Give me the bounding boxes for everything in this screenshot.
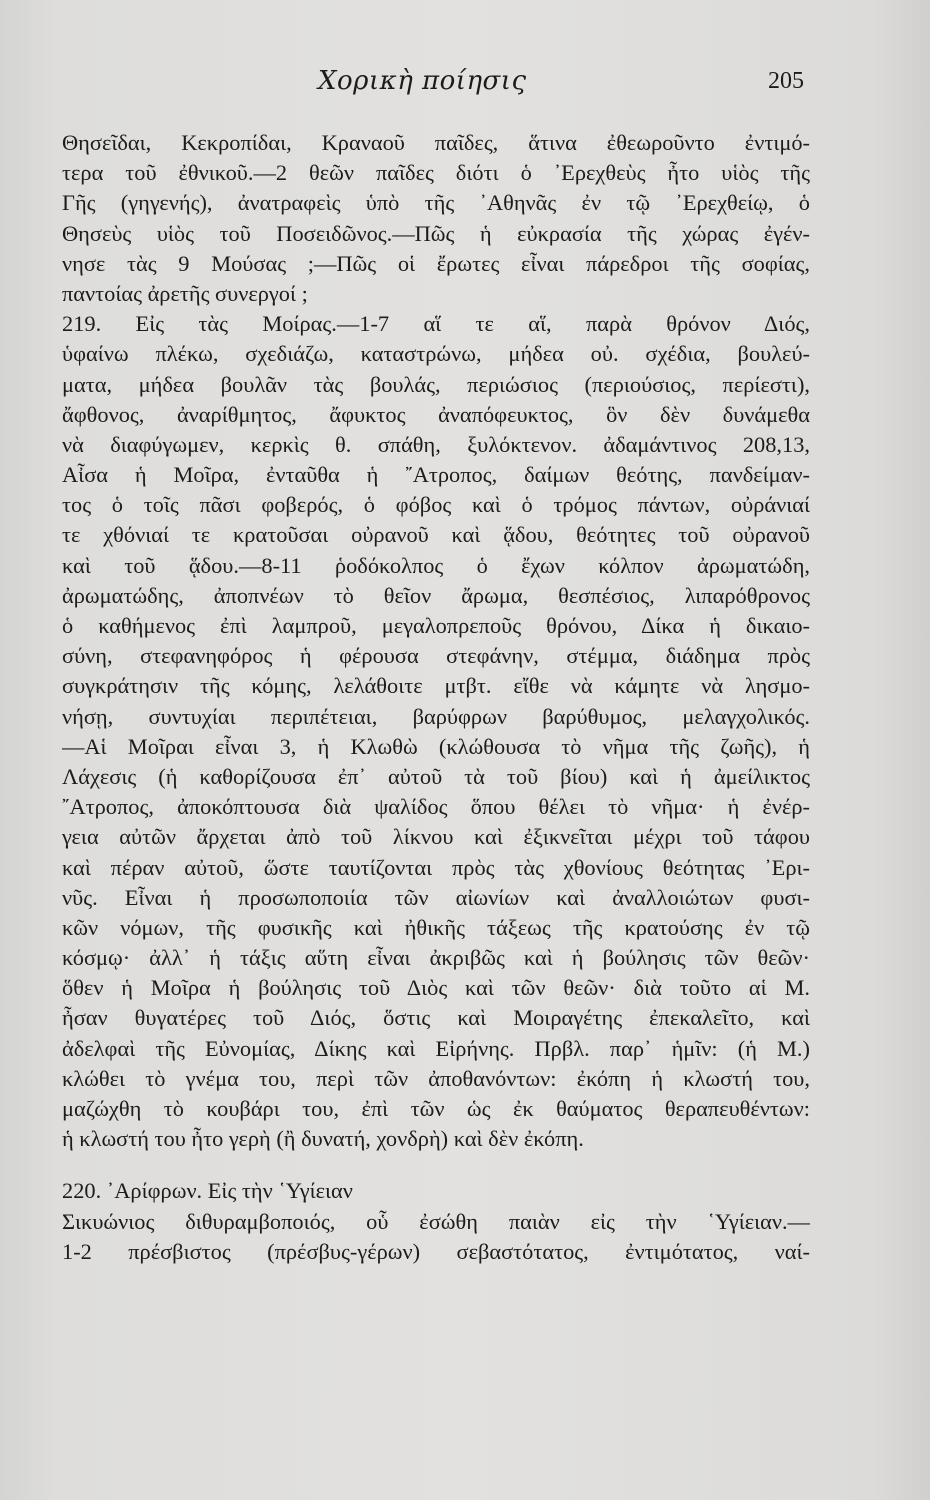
- text-line: καὶ τοῦ ᾅδου.—8-11 ῥοδόκολπος ὁ ἔχων κόλπον ἀρωματώδη,: [62, 552, 810, 578]
- text-line: ἦσαν θυγατέρες τοῦ Διός, ὅστις καὶ Μοιραγέτης ἐπεκαλεῖτο, καὶ: [62, 1005, 810, 1031]
- text-line: νήσῃ, συντυχίαι περιπέτειαι, βαρύφρων βαρύθυμος, μελαγχολικός.: [62, 703, 810, 729]
- text-line: κόσμῳ· ἀλλ᾿ ἡ τάξις αὕτη εἶναι ἀκριβῶς καὶ ἡ βούλησις τῶν θεῶν·: [62, 945, 810, 971]
- running-title: Χορικὴ ποίησις: [318, 66, 527, 96]
- text-line: ἀρωματώδης, ἀποπνέων τὸ θεῖον ἄρωμα, θεσπέσιος, λιπαρόθρονος: [62, 582, 810, 608]
- entry-heading-220: 220. ᾿Αρίφρων. Εἰς τὴν ῾Υγίειαν: [62, 1178, 353, 1204]
- text-line: Λάχεσις (ἡ καθορίζουσα ἐπ᾿ αὐτοῦ τὰ τοῦ βίου) καὶ ἡ ἀμείλικτος: [62, 763, 810, 789]
- text-line: τε χθόνιαί τε κρατοῦσαι οὐρανοῦ καὶ ᾅδου, θεότητες τοῦ οὐρανοῦ: [62, 522, 810, 548]
- text-line: Σικυώνιος διθυραμβοποιός, οὗ ἐσώθη παιὰν εἰς τὴν ῾Υγίειαν.—: [62, 1208, 810, 1234]
- text-line: γεια αὐτῶν ἄρχεται ἀπὸ τοῦ λίκνου καὶ ἐξικνεῖται μέχρι τοῦ τάφου: [62, 824, 810, 850]
- running-head: [0, 66, 930, 100]
- text-line: ματα, μήδεα βουλᾶν τὰς βουλάς, περιώσιος (περιούσιος, περίεστι),: [62, 371, 810, 397]
- text-line: νῦς. Εἶναι ἡ προσωποποιία τῶν αἰωνίων καὶ ἀναλλοιώτων φυσι-: [62, 884, 810, 910]
- text-line: Θησεῖδαι, Κεκροπίδαι, Κραναοῦ παῖδες, ἅτινα ἐθεωροῦντο ἐντιμό-: [62, 130, 810, 155]
- entry-heading-219: 219. Εἰς τὰς Μοίρας.—1-7 αἵ τε αἵ, παρὰ θρόνον Διός,: [62, 311, 810, 337]
- text-line: καὶ πέραν αὐτοῦ, ὥστε ταυτίζονται πρὸς τὰς χθονίους θεότητας ᾿Ερι-: [62, 854, 810, 880]
- text-line: ἀδελφαὶ τῆς Εὐνομίας, Δίκης καὶ Εἰρήνης. Πρβλ. παρ᾿ ἡμῖν: (ἡ Μ.): [62, 1035, 810, 1061]
- text-line: Γῆς (γηγενής), ἀνατραφεὶς ὑπὸ τῆς ᾿Αθηνᾶς ἐν τῷ ᾿Ερεχθείῳ, ὁ: [62, 190, 810, 216]
- text-line: συγκράτησιν τῆς κόμης, λελάθοιτε μτβτ. εἴθε νὰ κάμητε νὰ λησμο-: [62, 673, 810, 699]
- text-line: τερα τοῦ ἐθνικοῦ.—2 θεῶν παῖδες διότι ὁ ᾿Ερεχθεὺς ἦτο υἱὸς τῆς: [62, 160, 810, 186]
- text-line: μαζώχθη τὸ κουβάρι του, ἐπὶ τῶν ὡς ἐκ θαύματος θεραπευθέντων:: [62, 1096, 810, 1121]
- text-line: ὑφαίνω πλέκω, σχεδιάζω, καταστρώνω, μήδεα οὐ. σχέδια, βουλεύ-: [62, 341, 810, 367]
- text-line: ὁ καθήμενος ἐπὶ λαμπροῦ, μεγαλοπρεποῦς θρόνου, Δίκα ἡ δικαιο-: [62, 613, 810, 638]
- text-line: νὰ διαφύγωμεν, κερκὶς θ. σπάθη, ξυλόκτενον. ἀδαμάντινος 208,13,: [62, 431, 810, 457]
- body-text: [62, 128, 810, 1267]
- text-line: ῎Ατροπος, ἀποκόπτουσα διὰ ψαλίδος ὅπου θέλει τὸ νῆμα· ἡ ἐνέρ-: [62, 794, 810, 820]
- text-line: σύνη, στεφανηφόρος ἡ φέρουσα στεφάνην, στέμμα, διάδημα πρὸς: [62, 643, 810, 669]
- text-line: ὅθεν ἡ Μοῖρα ἡ βούλησις τοῦ Διὸς καὶ τῶν θεῶν· διὰ τοῦτο αἱ Μ.: [62, 975, 810, 1001]
- text-line: κῶν νόμων, τῆς φυσικῆς καὶ ἠθικῆς τάξεως τῆς κρατούσης ἐν τῷ: [62, 914, 810, 940]
- text-line: κλώθει τὸ γνέμα του, περὶ τῶν ἀποθανόντων: ἐκόπη ἡ κλωστή του,: [62, 1065, 810, 1091]
- text-line: Αἶσα ἡ Μοῖρα, ἐνταῦθα ἡ ῎Ατροπος, δαίμων θεότης, πανδείμαν-: [62, 462, 810, 488]
- text-line: —Αἱ Μοῖραι εἶναι 3, ἡ Κλωθὼ (κλώθουσα τὸ νῆμα τῆς ζωῆς), ἡ: [62, 733, 810, 759]
- text-line: παντοίας ἀρετῆς συνεργοί ;: [62, 280, 308, 306]
- page-number: 205: [768, 68, 804, 94]
- text-line: ἡ κλωστή του ἦτο γερὴ (ἢ δυνατή, χονδρὴ) καὶ δὲν ἐκόπη.: [62, 1126, 584, 1152]
- text-line: τος ὁ τοῖς πᾶσι φοβερός, ὁ φόβος καὶ ὁ τρόμος πάντων, οὐράνιαί: [62, 492, 810, 518]
- text-line: ἄφθονος, ἀναρίθμητος, ἄφυκτος ἀναπόφευκτος, ὃν δὲν δυνάμεθα: [62, 401, 810, 427]
- section-gap: [62, 1154, 810, 1176]
- text-line: Θησεὺς υἱὸς τοῦ Ποσειδῶνος.—Πῶς ἡ εὐκρασία τῆς χώρας ἐγέν-: [62, 220, 810, 246]
- text-line: νησε τὰς 9 Μούσας ;—Πῶς οἱ ἔρωτες εἶναι πάρεδροι τῆς σοφίας,: [62, 250, 810, 276]
- text-line: 1-2 πρέσβιστος (πρέσβυς-γέρων) σεβαστότατος, ἐντιμότατος, ναί-: [62, 1238, 810, 1264]
